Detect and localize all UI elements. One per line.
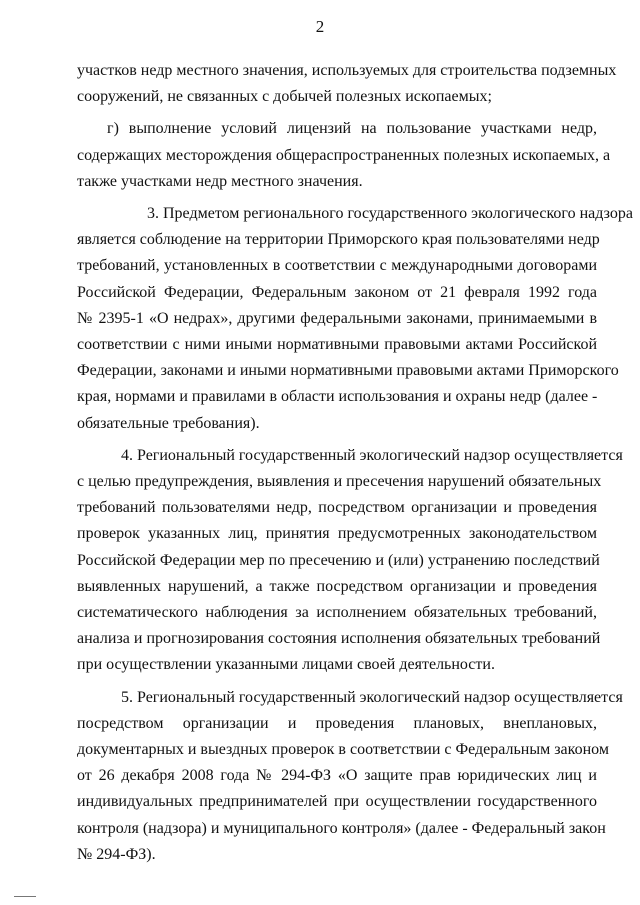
page-number: 2 [315,17,325,36]
paragraph-4 [77,443,623,679]
text-line: посредством организации и проведения плановых, внеплановых, [77,714,597,732]
text-line: индивидуальных предпринимателей при осуществлении государственного [77,793,597,811]
text-line: обязательные требования). [77,414,260,432]
text-line: № 2395-1 «О недрах», другими федеральными законами, принимаемыми в [77,309,597,327]
text-line: Российской Федерации, Федеральным законом от 21 февраля 1992 года [77,283,597,301]
text-line: также участками недр местного значения. [77,172,363,190]
text-line: от 26 декабря 2008 года № 294-ФЗ «О защите прав юридических лиц и [77,767,597,785]
text-line: Федерации, законами и иными нормативными правовыми актами Приморского [77,362,619,380]
text-line: 3. Предметом регионального государственного экологического надзора [147,205,633,223]
text-line: требований, установленных в соответствии с международными договорами [77,257,597,275]
text-line: соответствии с ними иными нормативными правовыми актами Российской [77,336,597,354]
text-line: г) выполнение условий лицензий на пользование участками недр, [107,120,597,138]
paragraph-continuation [77,58,617,110]
text-line: Российской Федерации мер по пресечению и (или) устранению последствий [77,551,600,569]
text-line: с целью предупреждения, выявления и пресечения нарушений обязательных [77,473,602,491]
page-edge-mark [14,896,36,897]
text-line: участков недр местного значения, используемых для строительства подземных [77,62,617,79]
text-line: контроля (надзора) и муниципального контроля» (далее - Федеральный закон [77,819,606,837]
paragraph-3 [77,201,633,437]
text-line: содержащих месторождения общераспространенных полезных ископаемых, а [77,146,611,164]
text-line: анализа и прогнозирования состояния исполнения обязательных требований [77,630,601,648]
text-line: выявленных нарушений, а также посредством организации и проведения [77,577,597,595]
paragraph-item-g [77,116,611,195]
text-line: проверок указанных лиц, принятия предусмотренных законодательством [77,525,597,543]
text-line: края, нормами и правилами в области использования и охраны недр (далее - [77,388,598,406]
text-line: сооружений, не связанных с добычей полезных ископаемых; [77,88,492,106]
document-body [77,58,633,868]
text-line: 5. Региональный государственный экологический надзор осуществляется [121,688,623,706]
text-line: при осуществлении указанными лицами своей деятельности. [77,656,495,674]
text-line: № 294-ФЗ). [77,845,156,863]
text-line: требований пользователями недр, посредством организации и проведения [77,499,597,517]
text-line: 4. Региональный государственный экологический надзор осуществляется [121,446,623,464]
text-line: документарных и выездных проверок в соответствии с Федеральным законом [77,741,609,759]
text-line: систематического наблюдения за исполнением обязательных требований, [77,604,597,622]
paragraph-5 [77,685,623,868]
text-line: является соблюдение на территории Приморского края пользователями недр [77,231,600,249]
